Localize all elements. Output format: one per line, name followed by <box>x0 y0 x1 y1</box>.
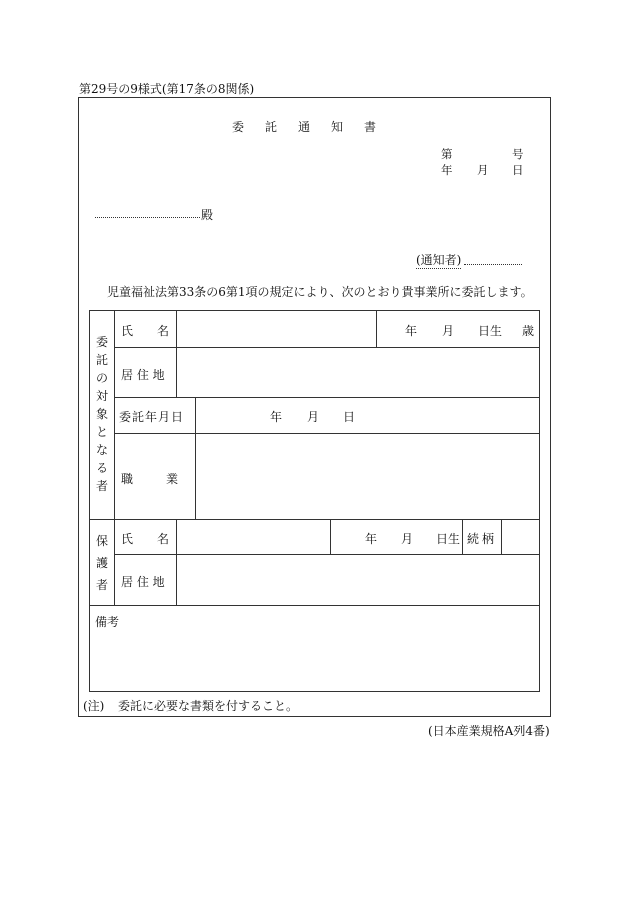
date-day: 日 <box>512 163 524 177</box>
guardian-relation-label: 続柄 <box>467 532 498 546</box>
guardian-birth-year: 年 <box>365 532 378 546</box>
rule-commission-label-col <box>195 397 196 519</box>
rule-subject-name-bottom <box>114 347 540 348</box>
rule-guardian-label-col <box>176 519 177 605</box>
guardian-side-label: 保 護 者 <box>95 534 108 592</box>
addressee-suffix: 殿 <box>201 208 214 222</box>
note-text: 委託に必要な書類を付すること。 <box>118 699 299 713</box>
guardian-birth-month: 月 <box>401 532 414 546</box>
guardian-birth-day: 日生 <box>436 532 461 546</box>
addressee-line <box>95 205 200 218</box>
date-year: 年 <box>441 163 453 177</box>
subject-age: 歳 <box>522 324 535 338</box>
rule-subject-birth-col <box>376 310 377 347</box>
rule-guardian-relation-value-col <box>501 519 502 554</box>
rule-guardian-birth-col <box>330 519 331 554</box>
rule-subject-section-bottom <box>89 519 540 520</box>
form-number: 第29号の9様式(第17条の8関係) <box>79 82 255 96</box>
commission-month: 月 <box>307 410 320 424</box>
commission-year: 年 <box>270 410 283 424</box>
subject-name-label: 氏 名 <box>121 324 170 338</box>
commission-day: 日 <box>343 410 356 424</box>
notifier-line <box>464 251 522 265</box>
occupation-label: 職 業 <box>121 472 182 486</box>
subject-birth-year: 年 <box>405 324 418 338</box>
date-month: 月 <box>477 163 489 177</box>
footer-standard: (日本産業規格A列4番) <box>428 724 550 738</box>
guardian-name-label: 氏 名 <box>121 532 170 546</box>
guardian-address-label: 居 住 地 <box>121 575 165 589</box>
rule-side-label-divider <box>114 310 115 605</box>
rule-subject-address-bottom <box>114 397 540 398</box>
notifier-label: (通知者) <box>416 253 462 267</box>
note-prefix: (注) <box>83 699 105 713</box>
commission-date-label: 委託年月日 <box>119 410 185 424</box>
number-go: 号 <box>512 147 524 161</box>
rule-commission-bottom <box>114 433 540 434</box>
rule-guardian-section-bottom <box>89 605 540 606</box>
rule-subject-label-col <box>176 310 177 397</box>
number-dai: 第 <box>441 147 453 161</box>
rule-guardian-relation-col <box>462 519 463 554</box>
document-title: 委託通知書 <box>231 120 397 134</box>
subject-address-label: 居 住 地 <box>121 368 165 382</box>
subject-birth-day: 日生 <box>478 324 503 338</box>
remarks-label: 備考 <box>95 615 120 629</box>
body-text: 児童福祉法第33条の6第1項の規定により、次のとおり貴事業所に委託します。 <box>107 285 533 299</box>
rule-guardian-name-bottom <box>114 554 540 555</box>
subject-side-label: 委 託 の 対 象 と な る 者 <box>95 335 108 493</box>
subject-birth-month: 月 <box>442 324 455 338</box>
